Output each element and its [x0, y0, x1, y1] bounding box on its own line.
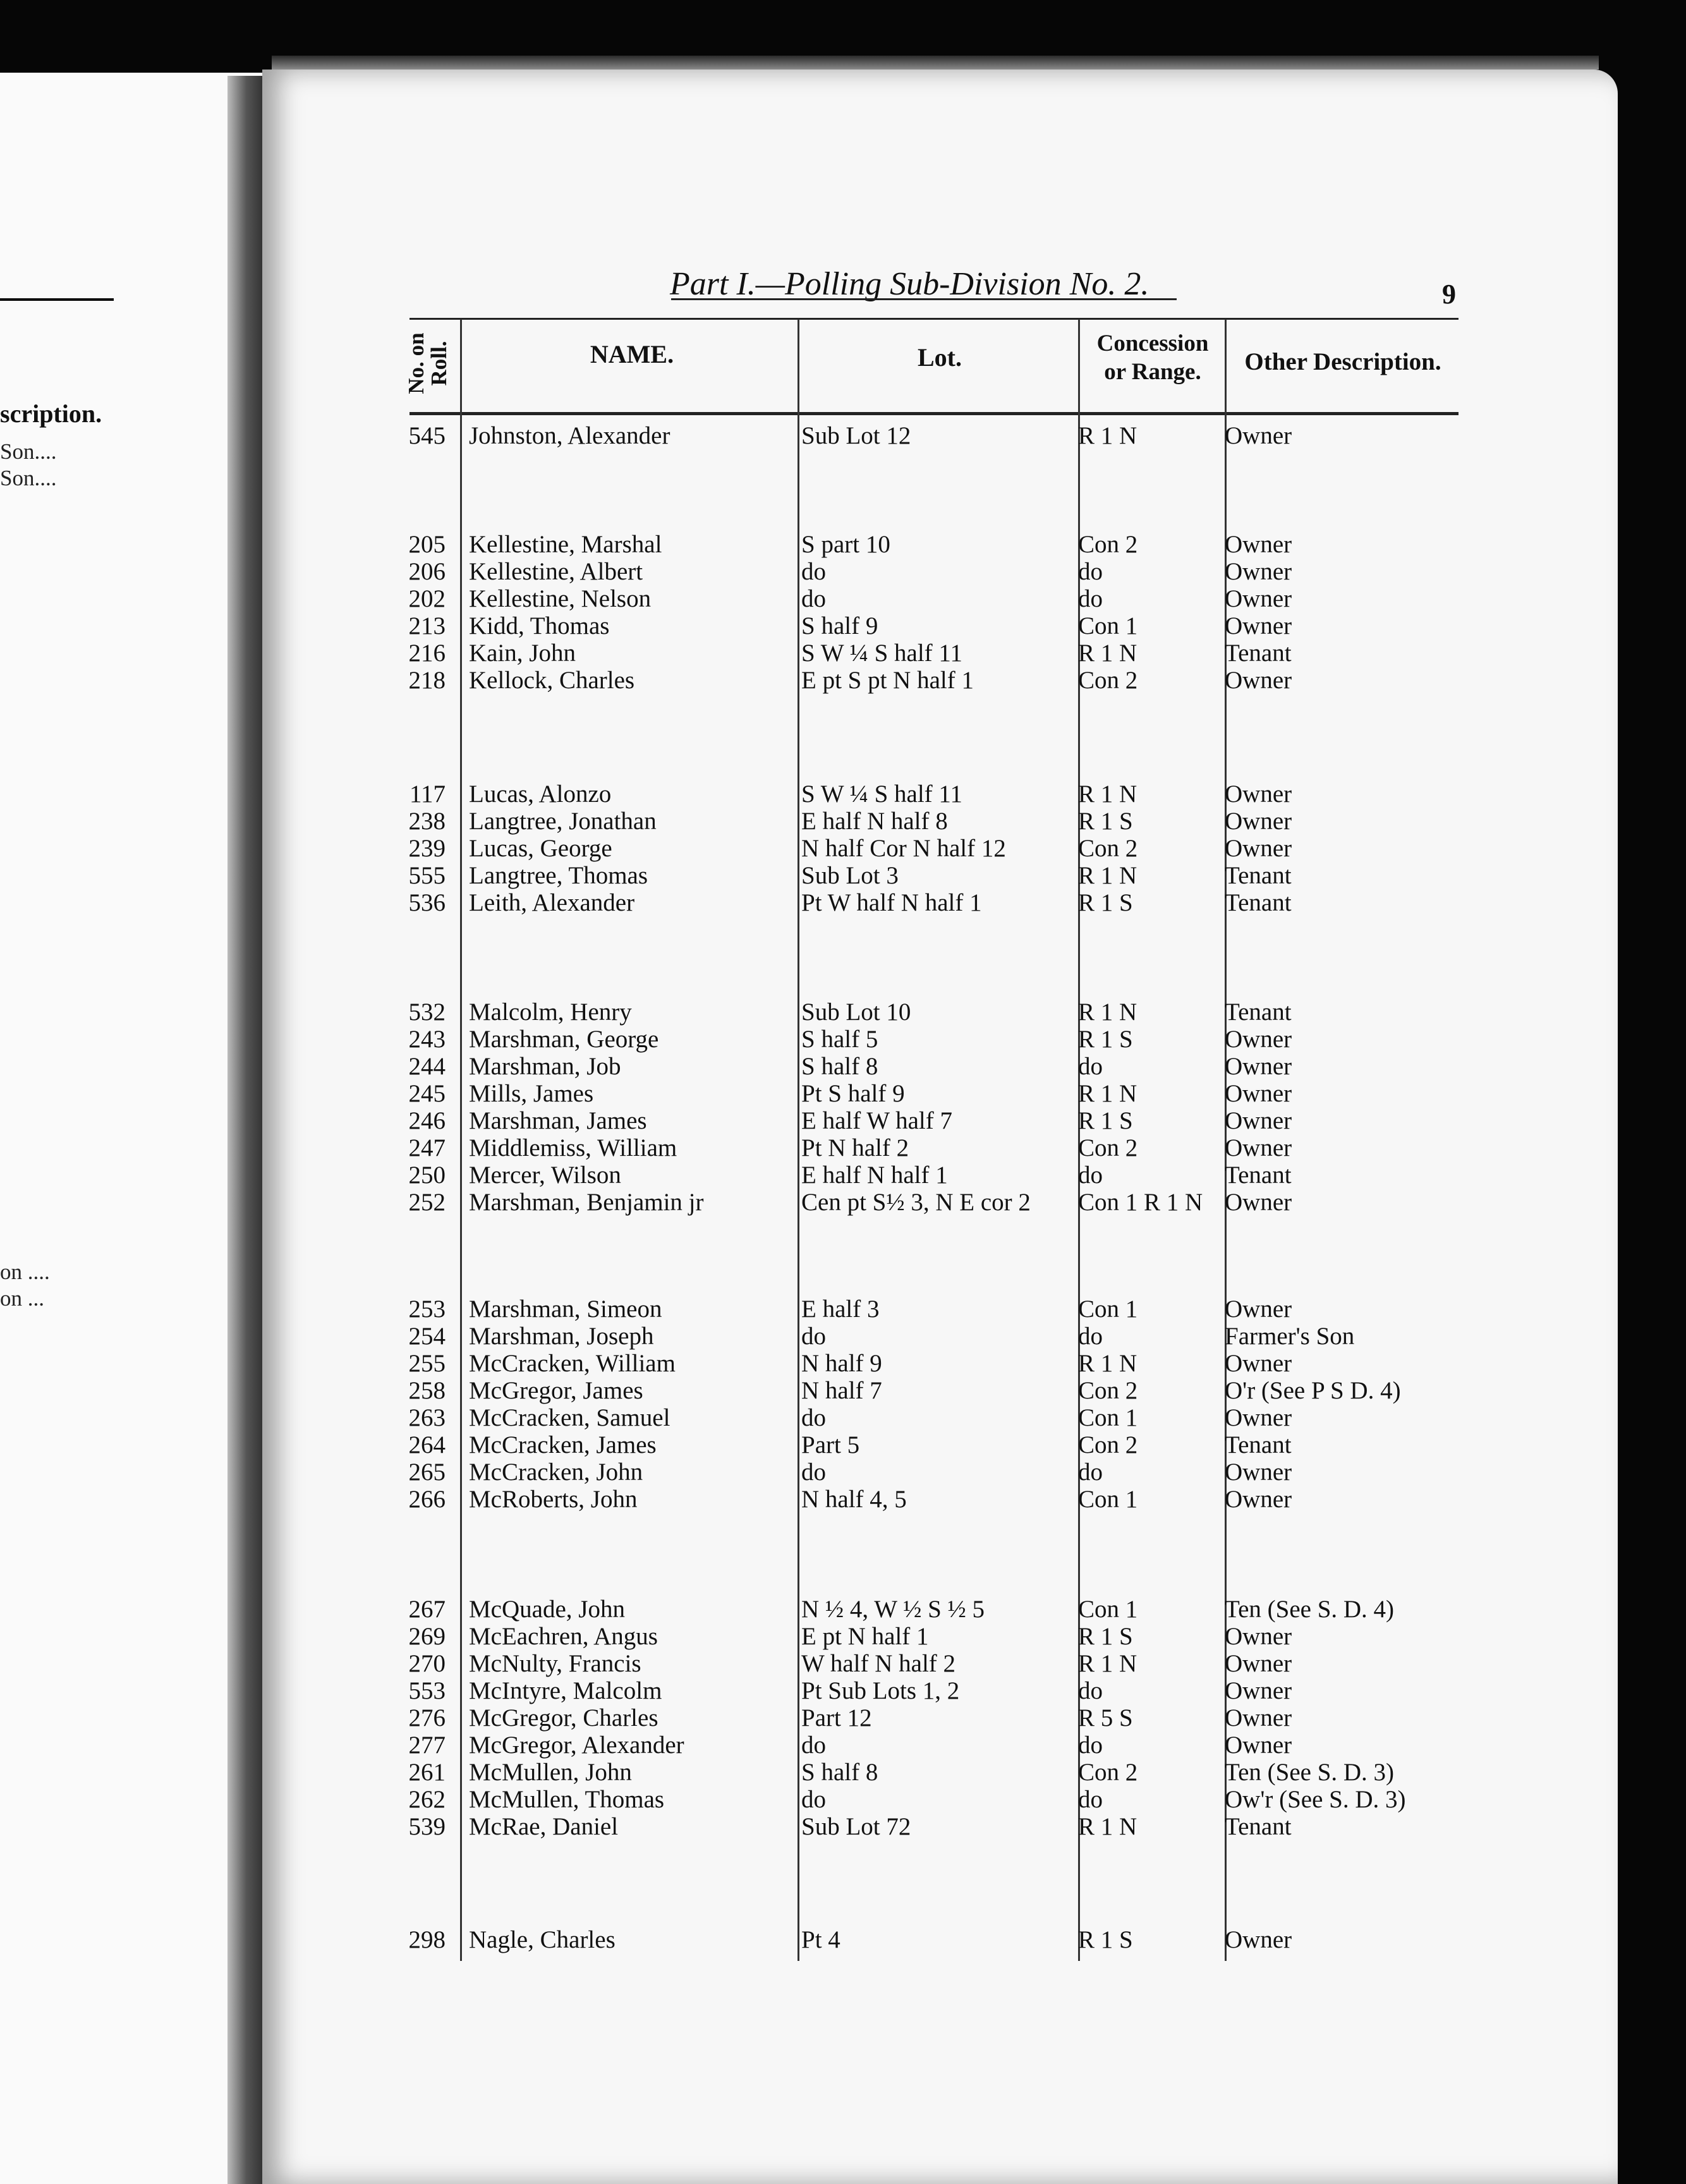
other-description: Tenant — [1225, 998, 1292, 1026]
voter-name: Kellock, Charles — [469, 667, 635, 694]
table-row — [0, 1295, 1686, 1323]
concession-range: R 1 S — [1078, 1926, 1133, 1953]
roll-number: 298 — [408, 1926, 446, 1953]
table-row — [0, 780, 1686, 808]
table-row — [0, 835, 1686, 862]
table-row — [0, 808, 1686, 835]
concession-range: R 1 N — [1078, 1650, 1137, 1677]
roll-number: 202 — [408, 585, 446, 612]
other-description: Owner — [1225, 1080, 1292, 1107]
lot-description: Pt S half 9 — [801, 1080, 905, 1107]
table-row — [0, 422, 1686, 449]
previous-page-line: Son.... — [0, 466, 57, 490]
voter-name: Langtree, Jonathan — [469, 808, 657, 835]
roll-number: 206 — [408, 558, 446, 585]
concession-range: R 1 N — [1078, 1350, 1137, 1377]
concession-range: R 1 N — [1078, 780, 1137, 808]
roll-number: 246 — [408, 1107, 446, 1134]
roll-number: 276 — [408, 1704, 446, 1732]
voter-name: Kidd, Thomas — [469, 612, 610, 640]
roll-number: 247 — [408, 1134, 446, 1162]
other-description: Owner — [1225, 667, 1292, 694]
lot-description: do — [801, 1459, 826, 1486]
concession-range: Con 1 — [1078, 1295, 1138, 1323]
lot-description: Part 5 — [801, 1431, 860, 1459]
lot-description: E pt S pt N half 1 — [801, 667, 974, 694]
table-row — [0, 1162, 1686, 1189]
lot-description: S W ¼ S half 11 — [801, 780, 962, 808]
table-row — [0, 640, 1686, 667]
table-row — [0, 1486, 1686, 1513]
concession-range: R 1 N — [1078, 1080, 1137, 1107]
roll-number: 270 — [408, 1650, 446, 1677]
lot-description: E pt N half 1 — [801, 1623, 929, 1650]
other-description: Owner — [1225, 808, 1292, 835]
concession-range: Con 1 — [1078, 1596, 1138, 1623]
concession-range: Con 2 — [1078, 835, 1138, 862]
other-description: O'r (See P S D. 4) — [1225, 1377, 1401, 1404]
voter-name: Marshman, Simeon — [469, 1295, 662, 1323]
table-row — [0, 1350, 1686, 1377]
concession-range: R 1 N — [1078, 640, 1137, 667]
table-row — [0, 1813, 1686, 1840]
column-header-roll: No. on Roll. — [404, 332, 451, 394]
concession-range: R 1 N — [1078, 998, 1137, 1026]
lot-description: Pt W half N half 1 — [801, 889, 982, 916]
table-row — [0, 1677, 1686, 1704]
other-description: Ten (See S. D. 3) — [1225, 1759, 1395, 1786]
column-header-lot: Lot. — [918, 343, 962, 372]
roll-number: 532 — [408, 998, 446, 1026]
lot-description: do — [801, 1732, 826, 1759]
roll-number: 265 — [408, 1459, 446, 1486]
lot-description: S half 8 — [801, 1053, 878, 1080]
voter-name: Nagle, Charles — [469, 1926, 616, 1953]
table-row — [0, 862, 1686, 889]
concession-range: do — [1078, 1786, 1103, 1813]
lot-description: Cen pt S½ 3, N E cor 2 — [801, 1189, 1031, 1216]
roll-number: 263 — [408, 1404, 446, 1431]
other-description: Owner — [1225, 1404, 1292, 1431]
other-description: Owner — [1225, 1134, 1292, 1162]
voter-name: Middlemiss, William — [469, 1134, 677, 1162]
table-row — [0, 1786, 1686, 1813]
concession-range: Con 2 — [1078, 1134, 1138, 1162]
roll-number: 264 — [408, 1431, 446, 1459]
voter-name: Mercer, Wilson — [469, 1162, 621, 1189]
concession-range: R 1 N — [1078, 862, 1137, 889]
lot-description: E half N half 1 — [801, 1162, 948, 1189]
roll-number: 216 — [408, 640, 446, 667]
voter-name: McNulty, Francis — [469, 1650, 641, 1677]
other-description: Owner — [1225, 1650, 1292, 1677]
other-description: Tenant — [1225, 889, 1292, 916]
roll-number: 553 — [408, 1677, 446, 1704]
concession-range: Con 2 — [1078, 1377, 1138, 1404]
roll-number: 261 — [408, 1759, 446, 1786]
other-description: Owner — [1225, 1295, 1292, 1323]
concession-range: do — [1078, 558, 1103, 585]
other-description: Owner — [1225, 558, 1292, 585]
voter-name: Kellestine, Nelson — [469, 585, 652, 612]
lot-description: Sub Lot 3 — [801, 862, 899, 889]
lot-description: do — [801, 558, 826, 585]
other-description: Ow'r (See S. D. 3) — [1225, 1786, 1406, 1813]
voter-name: Kellestine, Marshal — [469, 531, 662, 558]
lot-description: Pt 4 — [801, 1926, 840, 1953]
title-rule — [671, 298, 1177, 300]
voter-name: McGregor, James — [469, 1377, 643, 1404]
table-row — [0, 1377, 1686, 1404]
voter-name: Lucas, Alonzo — [469, 780, 612, 808]
roll-number: 545 — [408, 422, 446, 449]
voter-name: McEachren, Angus — [469, 1623, 658, 1650]
other-description: Tenant — [1225, 862, 1292, 889]
concession-range: Con 1 — [1078, 1486, 1138, 1513]
lot-description: S half 9 — [801, 612, 878, 640]
table-row — [0, 1189, 1686, 1216]
concession-range: do — [1078, 1053, 1103, 1080]
other-description: Owner — [1225, 835, 1292, 862]
table-row — [0, 1026, 1686, 1053]
lot-description: do — [801, 1786, 826, 1813]
other-description: Owner — [1225, 1486, 1292, 1513]
roll-number: 254 — [408, 1323, 446, 1350]
page-number: 9 — [1442, 279, 1456, 310]
table-row — [0, 558, 1686, 585]
other-description: Tenant — [1225, 1813, 1292, 1840]
concession-range: do — [1078, 1459, 1103, 1486]
lot-description: N half 4, 5 — [801, 1486, 907, 1513]
roll-number: 218 — [408, 667, 446, 694]
concession-range: R 1 S — [1078, 1107, 1133, 1134]
other-description: Owner — [1225, 1107, 1292, 1134]
table-row — [0, 612, 1686, 640]
table-row — [0, 1323, 1686, 1350]
concession-range: do — [1078, 1162, 1103, 1189]
roll-number: 205 — [408, 531, 446, 558]
roll-number: 252 — [408, 1189, 446, 1216]
concession-range: R 1 S — [1078, 808, 1133, 835]
other-description: Farmer's Son — [1225, 1323, 1355, 1350]
lot-description: N half Cor N half 12 — [801, 835, 1006, 862]
page-title: Part I.—Polling Sub-Division No. 2. — [670, 266, 1149, 302]
lot-description: N half 9 — [801, 1350, 882, 1377]
table-row — [0, 1650, 1686, 1677]
previous-page-line: Son.... — [0, 439, 57, 464]
other-description: Owner — [1225, 1623, 1292, 1650]
voter-name: McRae, Daniel — [469, 1813, 619, 1840]
voter-name: Johnston, Alexander — [469, 422, 670, 449]
table-row — [0, 585, 1686, 612]
table-top-rule — [409, 318, 1459, 320]
lot-description: W half N half 2 — [801, 1650, 956, 1677]
voter-name: McCracken, William — [469, 1350, 676, 1377]
previous-page-rule — [0, 298, 114, 301]
roll-number: 266 — [408, 1486, 446, 1513]
roll-number: 262 — [408, 1786, 446, 1813]
lot-description: S half 8 — [801, 1759, 878, 1786]
lot-description: Sub Lot 72 — [801, 1813, 911, 1840]
voter-name: Leith, Alexander — [469, 889, 635, 916]
concession-range: Con 2 — [1078, 531, 1138, 558]
voter-name: McGregor, Charles — [469, 1704, 658, 1732]
other-description: Ten (See S. D. 4) — [1225, 1596, 1395, 1623]
table-row — [0, 1926, 1686, 1953]
table-row — [0, 889, 1686, 916]
roll-number: 539 — [408, 1813, 446, 1840]
table-row — [0, 1704, 1686, 1732]
roll-number: 255 — [408, 1350, 446, 1377]
concession-range: do — [1078, 1677, 1103, 1704]
lot-description: Sub Lot 10 — [801, 998, 911, 1026]
lot-description: do — [801, 1404, 826, 1431]
concession-range: R 1 S — [1078, 889, 1133, 916]
voter-name: McGregor, Alexander — [469, 1732, 684, 1759]
voter-name: Mills, James — [469, 1080, 594, 1107]
roll-number: 117 — [409, 780, 446, 808]
lot-description: do — [801, 585, 826, 612]
roll-number: 250 — [408, 1162, 446, 1189]
other-description: Owner — [1225, 1026, 1292, 1053]
concession-range: Con 2 — [1078, 1759, 1138, 1786]
other-description: Owner — [1225, 585, 1292, 612]
table-row — [0, 1759, 1686, 1786]
lot-description: S part 10 — [801, 531, 890, 558]
table-row — [0, 1404, 1686, 1431]
voter-name: McMullen, Thomas — [469, 1786, 665, 1813]
previous-page-line: on .... — [0, 1259, 50, 1284]
table-row — [0, 1134, 1686, 1162]
voter-name: McMullen, John — [469, 1759, 632, 1786]
other-description: Owner — [1225, 612, 1292, 640]
concession-range: R 1 N — [1078, 1813, 1137, 1840]
previous-page-line: on ... — [0, 1286, 44, 1311]
voter-name: McCracken, Samuel — [469, 1404, 670, 1431]
roll-number: 245 — [408, 1080, 446, 1107]
table-row — [0, 998, 1686, 1026]
concession-range: R 1 S — [1078, 1026, 1133, 1053]
other-description: Owner — [1225, 1677, 1292, 1704]
roll-number: 258 — [408, 1377, 446, 1404]
lot-description: S half 5 — [801, 1026, 878, 1053]
concession-range: do — [1078, 585, 1103, 612]
other-description: Tenant — [1225, 1162, 1292, 1189]
lot-description: S W ¼ S half 11 — [801, 640, 962, 667]
concession-range: do — [1078, 1323, 1103, 1350]
lot-description: Sub Lot 12 — [801, 422, 911, 449]
lot-description: N half 7 — [801, 1377, 882, 1404]
voter-name: McCracken, John — [469, 1459, 643, 1486]
table-row — [0, 1732, 1686, 1759]
other-description: Owner — [1225, 1189, 1292, 1216]
lot-description: Pt N half 2 — [801, 1134, 909, 1162]
other-description: Tenant — [1225, 1431, 1292, 1459]
roll-number: 269 — [408, 1623, 446, 1650]
voter-name: Kellestine, Albert — [469, 558, 643, 585]
concession-range: R 5 S — [1078, 1704, 1133, 1732]
other-description: Owner — [1225, 1459, 1292, 1486]
concession-range: do — [1078, 1732, 1103, 1759]
concession-range: Con 1 — [1078, 1404, 1138, 1431]
voter-name: Kain, John — [469, 640, 576, 667]
lot-description: N ½ 4, W ½ S ½ 5 — [801, 1596, 985, 1623]
voter-name: Lucas, George — [469, 835, 612, 862]
other-description: Owner — [1225, 1926, 1292, 1953]
lot-description: do — [801, 1323, 826, 1350]
roll-number: 277 — [408, 1732, 446, 1759]
concession-range: R 1 N — [1078, 422, 1137, 449]
concession-range: Con 1 R 1 N — [1078, 1189, 1203, 1216]
roll-number: 238 — [408, 808, 446, 835]
lot-description: E half N half 8 — [801, 808, 948, 835]
roll-number: 253 — [408, 1295, 446, 1323]
table-row — [0, 1431, 1686, 1459]
voter-name: McQuade, John — [469, 1596, 625, 1623]
page-top-edge — [272, 56, 1599, 70]
header-bottom-rule — [409, 412, 1459, 415]
other-description: Owner — [1225, 1053, 1292, 1080]
other-description: Owner — [1225, 1350, 1292, 1377]
table-row — [0, 1596, 1686, 1623]
voter-name: McRoberts, John — [469, 1486, 638, 1513]
table-row — [0, 1459, 1686, 1486]
voter-name: Malcolm, Henry — [469, 998, 632, 1026]
lot-description: E half W half 7 — [801, 1107, 952, 1134]
lot-description: Pt Sub Lots 1, 2 — [801, 1677, 960, 1704]
column-header-concession: Concession — [1096, 331, 1209, 356]
concession-range: Con 2 — [1078, 1431, 1138, 1459]
voter-name: Marshman, James — [469, 1107, 647, 1134]
roll-number: 244 — [408, 1053, 446, 1080]
other-description: Owner — [1225, 780, 1292, 808]
roll-number: 536 — [408, 889, 446, 916]
voter-name: Marshman, Joseph — [469, 1323, 654, 1350]
voter-name: Langtree, Thomas — [469, 862, 648, 889]
table-row — [0, 1080, 1686, 1107]
voter-name: Marshman, George — [469, 1026, 659, 1053]
concession-range: Con 1 — [1078, 612, 1138, 640]
voter-name: Marshman, Job — [469, 1053, 621, 1080]
table-row — [0, 1623, 1686, 1650]
roll-number: 239 — [408, 835, 446, 862]
table-row — [0, 531, 1686, 558]
voter-name: Marshman, Benjamin jr — [469, 1189, 704, 1216]
other-description: Owner — [1225, 422, 1292, 449]
column-header-name: NAME. — [590, 340, 674, 368]
table-row — [0, 667, 1686, 694]
lot-description: Part 12 — [801, 1704, 872, 1732]
column-header-description: Other Description. — [1244, 348, 1441, 375]
other-description: Owner — [1225, 1704, 1292, 1732]
concession-range: Con 2 — [1078, 667, 1138, 694]
table-row — [0, 1107, 1686, 1134]
other-description: Owner — [1225, 1732, 1292, 1759]
concession-range: R 1 S — [1078, 1623, 1133, 1650]
table-row — [0, 1053, 1686, 1080]
roll-number: 243 — [408, 1026, 446, 1053]
voter-name: McCracken, James — [469, 1431, 657, 1459]
previous-page-heading: scription. — [0, 399, 102, 428]
voter-name: McIntyre, Malcolm — [469, 1677, 662, 1704]
roll-number: 267 — [408, 1596, 446, 1623]
roll-number: 555 — [408, 862, 446, 889]
other-description: Owner — [1225, 531, 1292, 558]
lot-description: E half 3 — [801, 1295, 880, 1323]
roll-number: 213 — [408, 612, 446, 640]
other-description: Tenant — [1225, 640, 1292, 667]
column-header-range: or Range. — [1104, 359, 1201, 385]
